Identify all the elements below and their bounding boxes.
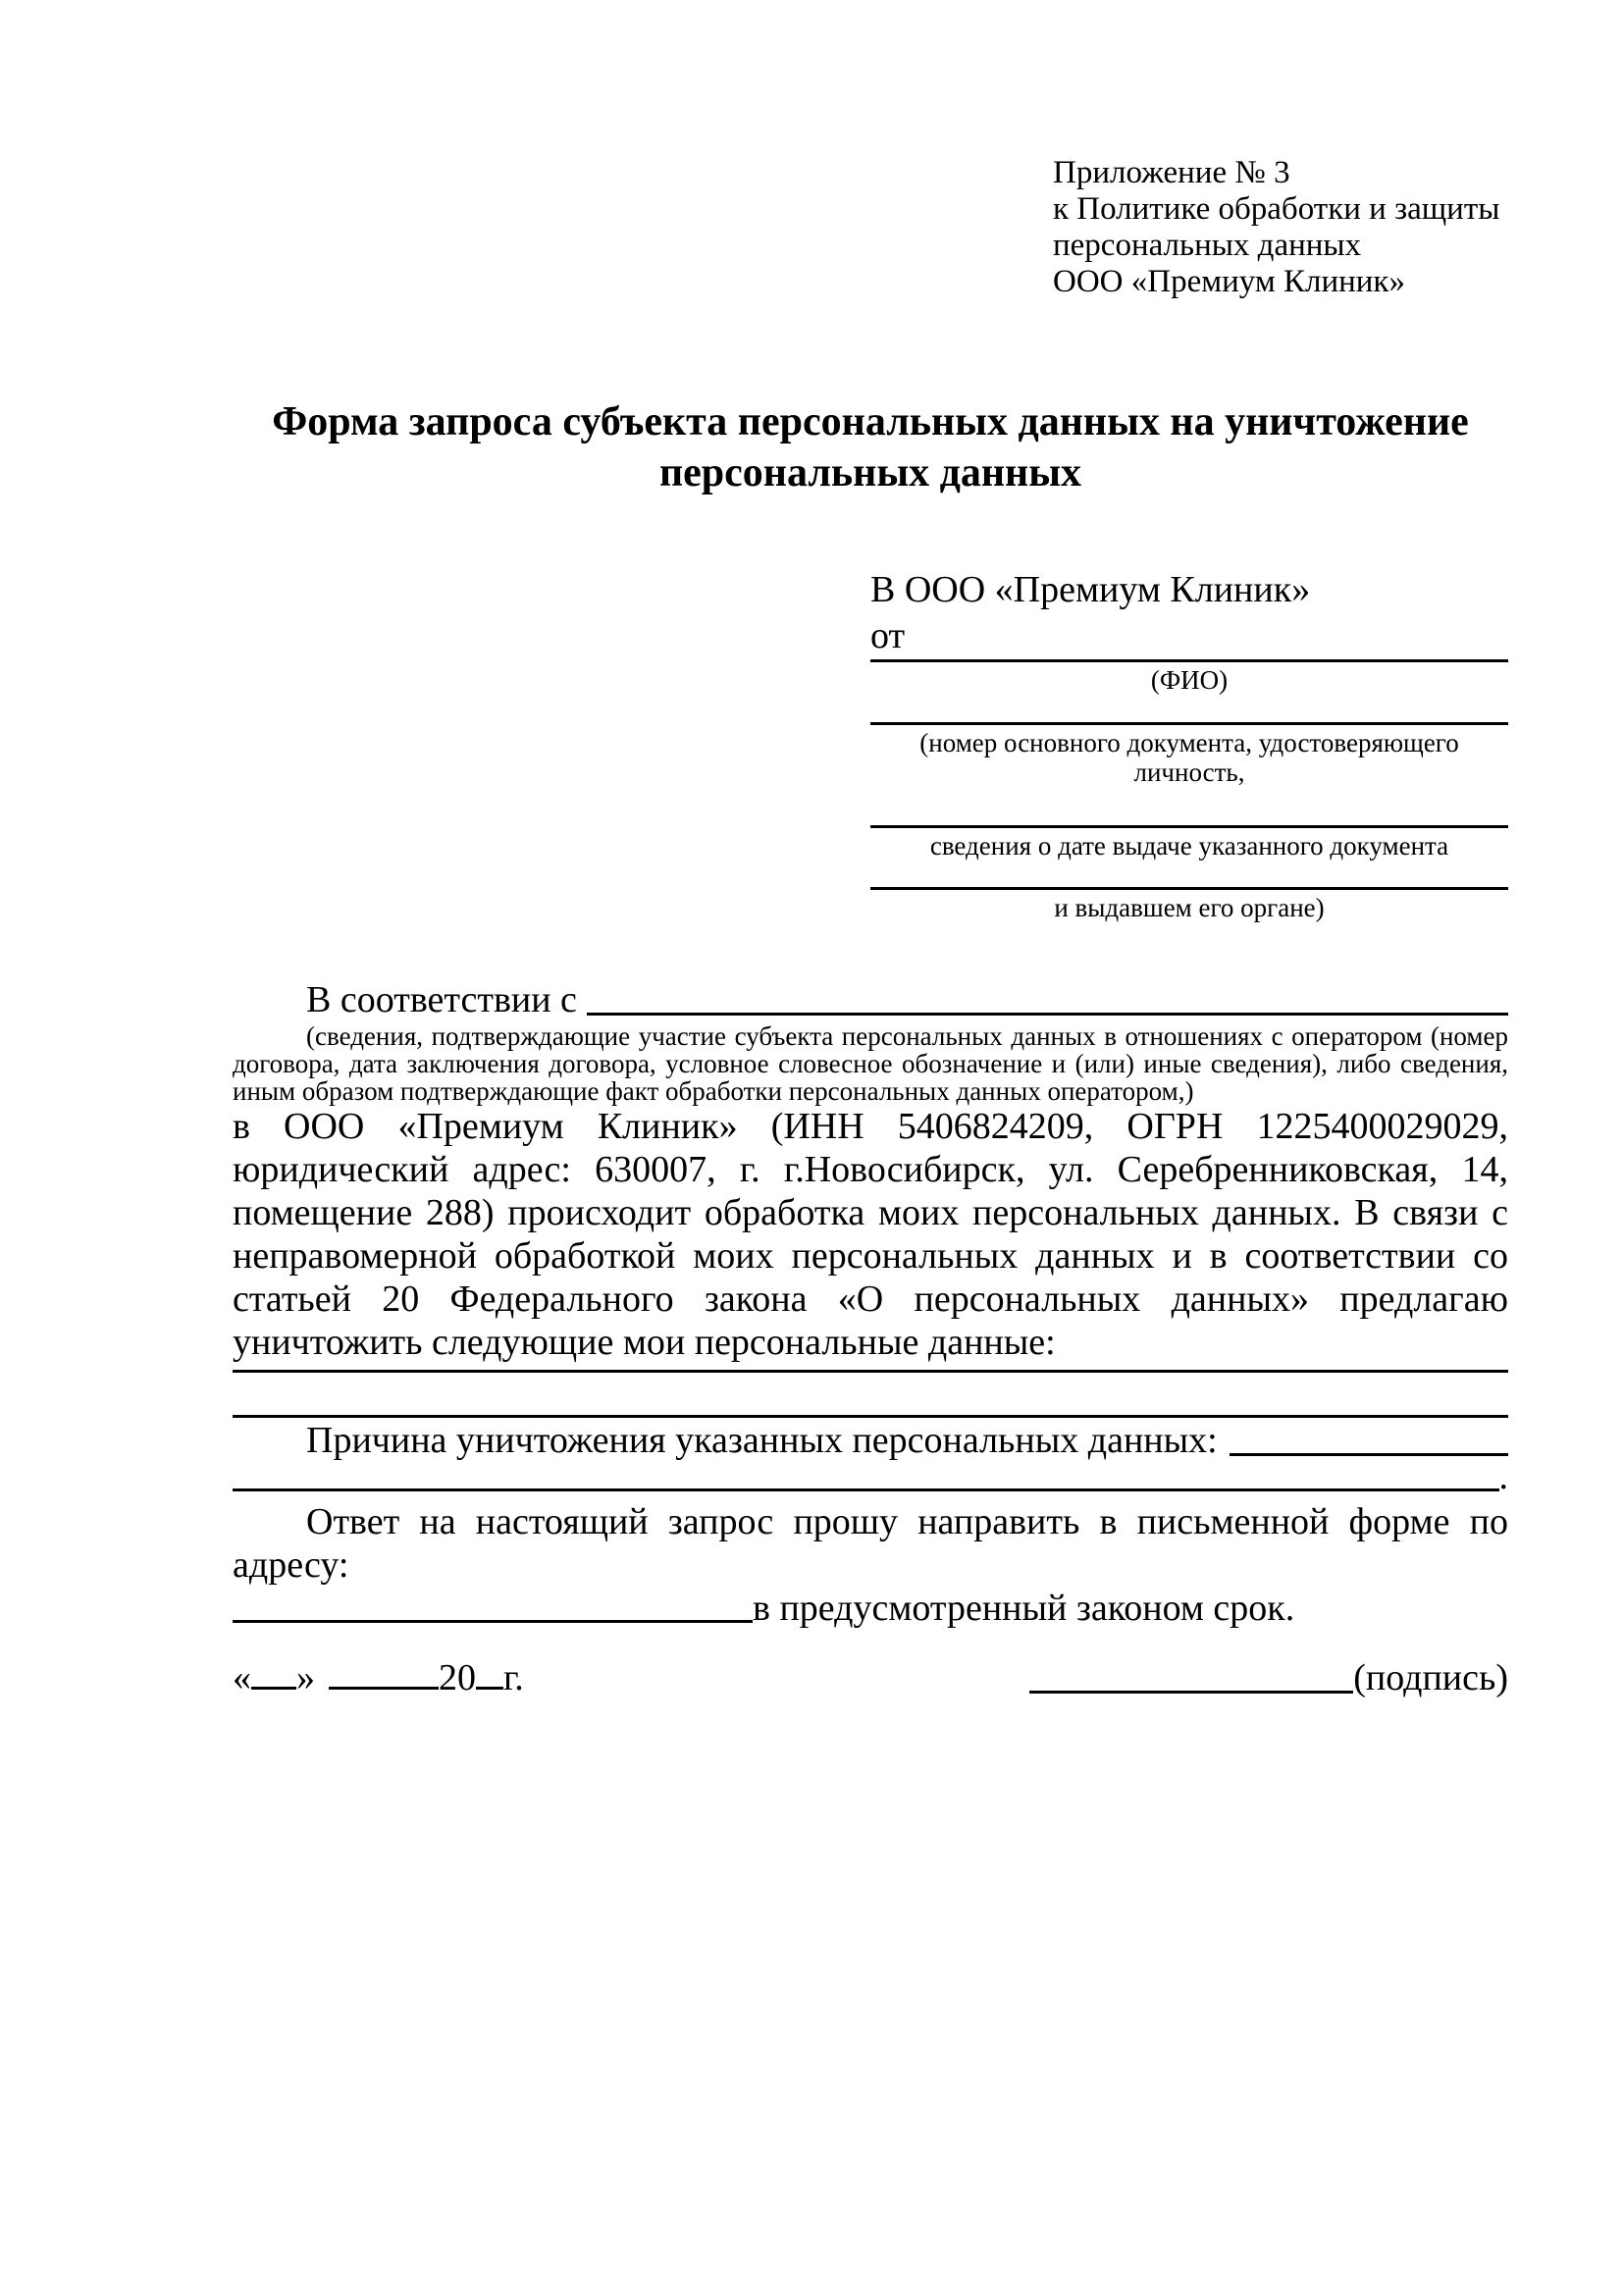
appendix-line: персональных данных xyxy=(1053,228,1362,263)
reason-continuation-line xyxy=(233,1456,1508,1498)
accordance-blank-line xyxy=(587,1013,1508,1016)
accordance-row xyxy=(233,977,1508,1022)
date-line xyxy=(233,1653,524,1700)
fio-blank-field xyxy=(870,659,1508,722)
reason-row xyxy=(233,1418,1508,1463)
day-close-quote: » xyxy=(296,1657,315,1698)
year-blank-line xyxy=(476,1653,503,1690)
doc-issuer-caption: и выдавшем его органе) xyxy=(1054,893,1325,922)
year-century: 20 xyxy=(439,1657,476,1698)
doc-issue-date-blank-field xyxy=(870,825,1508,887)
year-suffix: г. xyxy=(503,1657,524,1698)
reason-blank-line xyxy=(1230,1453,1508,1456)
reason-line-period: . xyxy=(1498,1456,1508,1497)
signature-blank-line xyxy=(1029,1691,1353,1694)
addressee-organization: В ООО «Премиум Клиник» xyxy=(870,569,1311,610)
doc-number-blank-field xyxy=(870,722,1508,825)
document-title-line1: Форма запроса субъекта персональных данных на уничтожение xyxy=(272,399,1469,444)
day-open-quote: « xyxy=(233,1657,251,1698)
signature-caption: (подпись) xyxy=(1353,1657,1508,1698)
doc-issue-date-caption: сведения о дате выдаче указанного документа xyxy=(929,831,1449,861)
addressee-block xyxy=(870,567,1508,922)
day-blank-line xyxy=(251,1653,296,1690)
response-request-paragraph: Ответ на настоящий запрос прошу направить в письменной форме по адресу: xyxy=(233,1501,1508,1586)
response-address-row xyxy=(233,1587,1508,1630)
addressee-from-label: от xyxy=(870,615,906,656)
reason-label: Причина уничтожения указанных персональных данных: xyxy=(306,1420,1218,1461)
doc-issuer-blank-field xyxy=(870,887,1508,922)
personal-data-blank-line-1 xyxy=(233,1364,1508,1373)
appendix-line: Приложение № 3 xyxy=(1053,155,1290,190)
appendix-line: к Политике обработки и защиты xyxy=(1053,191,1500,227)
document-title-line2: персональных данных xyxy=(658,450,1082,496)
signature-group xyxy=(1029,1655,1508,1700)
accordance-lead: В соответствии с xyxy=(306,979,577,1020)
document-title xyxy=(233,396,1508,498)
month-blank-line xyxy=(329,1653,439,1690)
date-signature-row xyxy=(233,1653,1508,1700)
appendix-header xyxy=(1053,0,1508,300)
reason-blank-line-2 xyxy=(233,1488,1499,1491)
appendix-line: ООО «Премиум Клиник» xyxy=(1053,264,1405,299)
document-content xyxy=(233,0,1508,1700)
address-blank-line xyxy=(233,1620,753,1623)
body-paragraph: в ООО «Премиум Клиник» (ИНН 5406824209, ОГРН 1225400029029, юридический адрес: 630007, г. г.Новосибирск, ул. Серебренниковская, 14, помещение 288) происходит обработка моих персональных данных. В связи с неправомерной обработкой моих персональных данных и в соответствии со статьей 20 Федерального закона «О персональных данных» предлагаю уничтожить следующие мои персональные данные: xyxy=(233,1106,1508,1363)
response-request-tail: в предусмотренный законом срок. xyxy=(753,1588,1295,1629)
fio-caption: (ФИО) xyxy=(1150,665,1229,695)
accordance-note: (сведения, подтверждающие участие субъекта персональных данных в отношениях с оператором (номер договора, дата заключения договора, условное словесное обозначение и (или) иные сведения), либо сведения, иным образом подтверждающие факт обработки персональных данных оператором,) xyxy=(233,1021,1508,1106)
personal-data-blank-line-2 xyxy=(233,1373,1508,1418)
doc-number-caption: (номер основного документа, удостоверяющего личность, xyxy=(919,728,1459,787)
